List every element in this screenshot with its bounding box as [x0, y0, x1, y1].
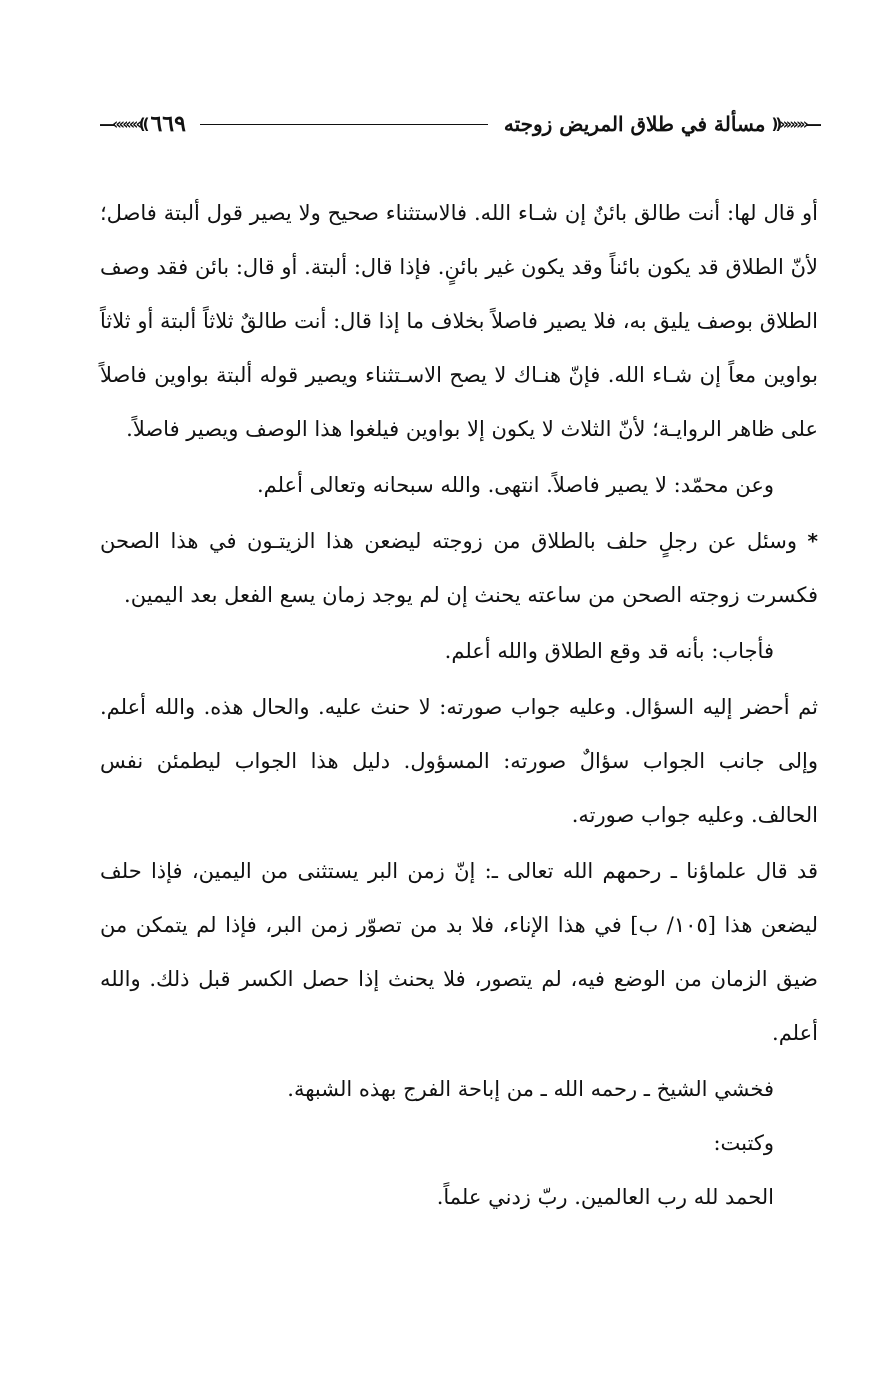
header-ornament-left: ))»»»»― [100, 115, 147, 133]
paragraph-6: قد قال علماؤنا ـ رحمهم الله تعالى ـ: إنّ زمن البر يستثنى من اليمين، فإذا حلف ليضعن هذا [١٠٥/ ب] في هذا الإناء، فلا بد من تصوّر زمن البر، فإذا لم يتمكن من ضيق الزمان من الوضع فيه، لم يتصور، فلا يحنث إذا حصل الكسر قبل ذلك. والله أعلم. [100, 859, 818, 1045]
header-title: مسألة في طلاق المريض زوجته [503, 112, 766, 136]
paragraph-3-text: وسئل عن رجلٍ حلف بالطلاق من زوجته ليضعن هذا الزيتـون في هذا الصحن فكسرت زوجته الصحن من ساعته يحنث إن لم يوجد زمان يسع الفعل بعد اليمين. [100, 529, 818, 607]
paragraph-5: ثم أحضر إليه السؤال. وعليه جواب صورته: لا حنث عليه. والحال هذه. والله أعلم. وإلى جانب الجواب سؤالٌ صورته: المسؤول. دليل هذا الجواب ليطمئن نفس الحالف. وعليه جواب صورته. [100, 695, 818, 827]
header-rule [200, 124, 488, 125]
page-body [100, 186, 818, 1224]
running-header [100, 102, 818, 146]
paragraph-8: وكتبت: [713, 1131, 774, 1155]
paragraph-1: أو قال لها: أنت طالق بائنٌ إن شـاء الله. فالاستثناء صحيح ولا يصير قول ألبتة فاصل؛ لأنّ الطلاق قد يكون بائناً وقد يكون غير بائنٍ. فإذا قال: ألبتة. أو قال: بائن فقد وصف الطلاق بوصف يليق به، فلا يصير فاصلاً بخلاف ما إذا قال: أنت طالقٌ ثلاثاً ألبتة أو ثلاثاً بواوين معاً إن شـاء الله. فإنّ هنـاك لا يصح الاسـتثناء ويصير قوله ألبتة بواوين فاصلاً على ظاهر الروايـة؛ لأنّ الثلاث لا يكون إلا بواوين فيلغوا هذا الوصف ويصير فاصلاً. [100, 201, 818, 441]
question-marker: * [807, 529, 818, 553]
paragraph-9: الحمد لله رب العالمين. ربّ زدني علماً. [436, 1185, 774, 1209]
paragraph-3 [100, 514, 818, 622]
paragraph-7: فخشي الشيخ ـ رحمه الله ـ من إباحة الفرج بهذه الشبهة. [287, 1077, 774, 1101]
page-number: ٦٦٩ [150, 111, 186, 137]
paragraph-4: فأجاب: بأنه قد وقع الطلاق والله أعلم. [444, 639, 774, 663]
header-ornament-right: ―««««(( [771, 115, 818, 133]
paragraph-2: وعن محمّد: لا يصير فاصلاً. انتهى. والله سبحانه وتعالى أعلم. [256, 473, 774, 497]
